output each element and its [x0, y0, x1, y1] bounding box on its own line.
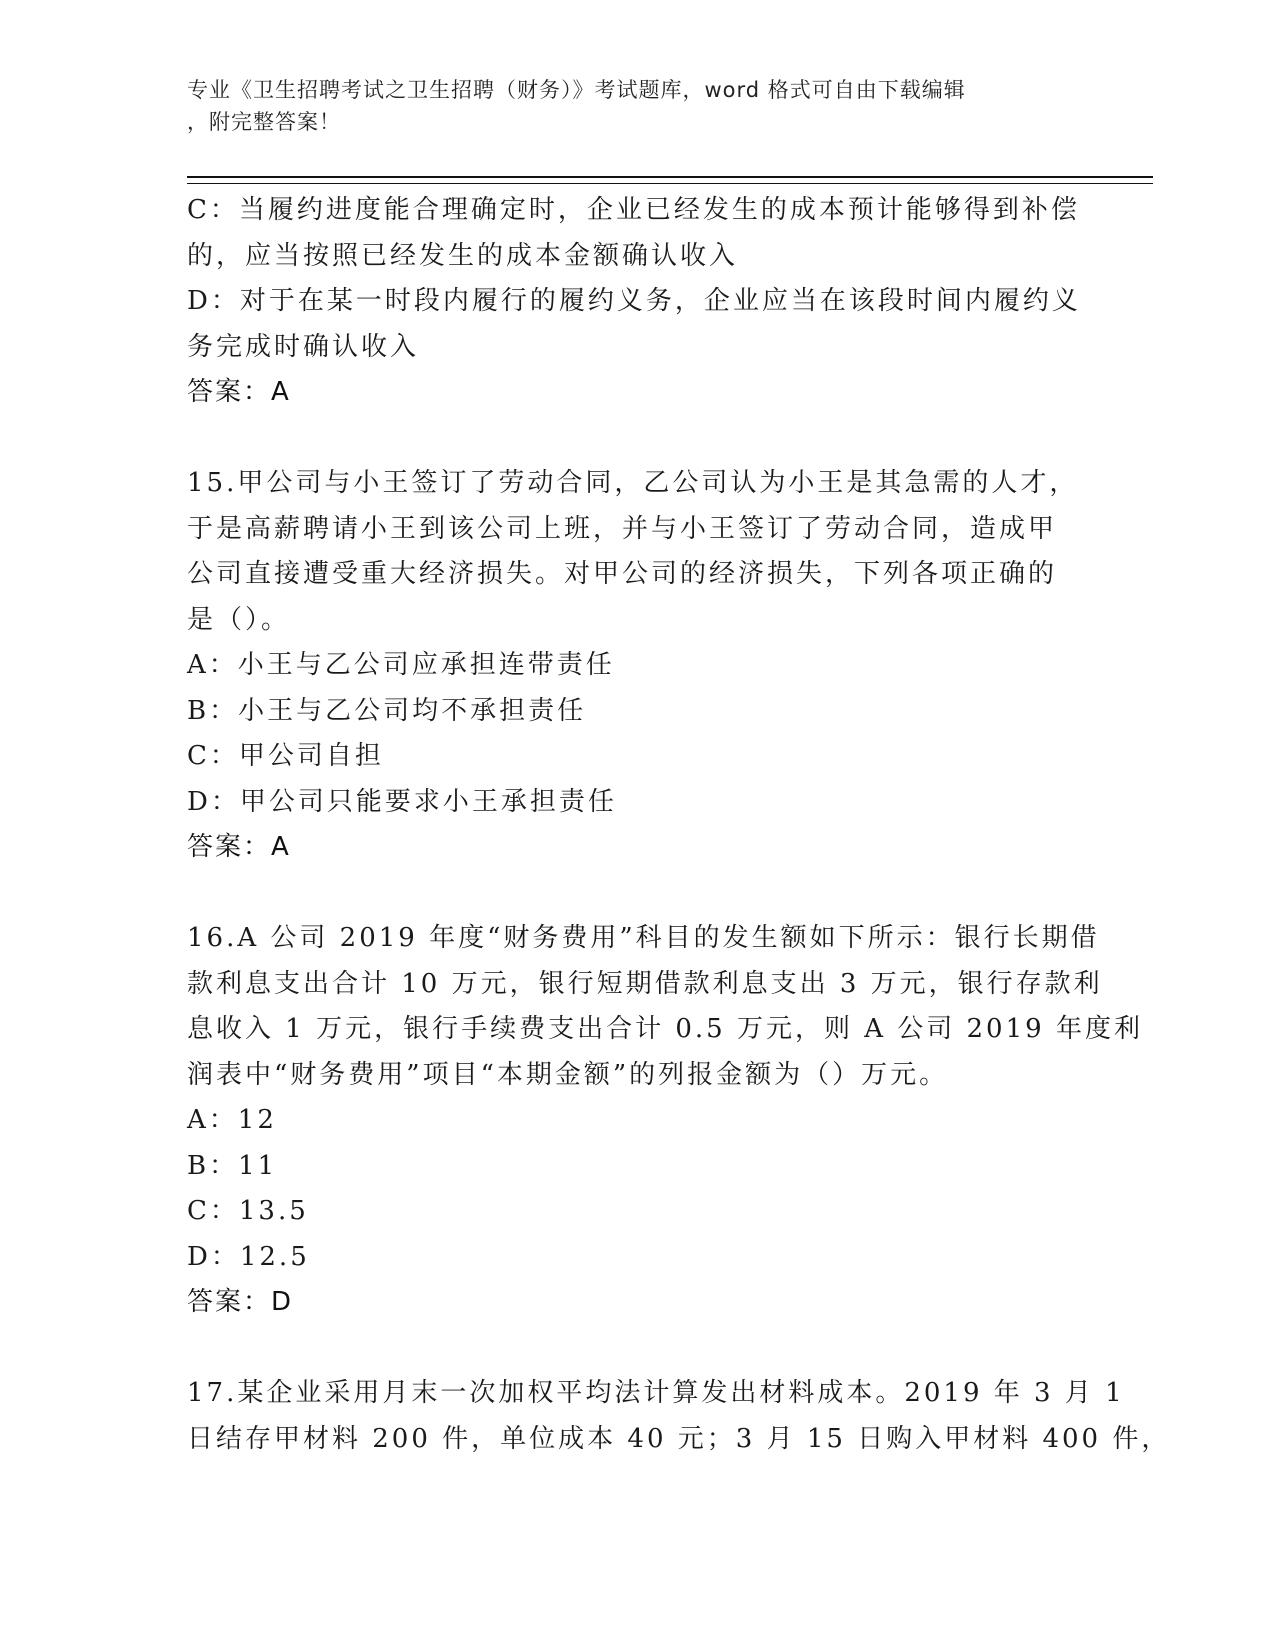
question-text-line-4: 是（）。	[187, 604, 291, 635]
answer-line: 答案：A	[187, 377, 291, 407]
question-15-block	[187, 461, 1087, 871]
spacer	[187, 1326, 1087, 1372]
question-text-line-3: 公司直接遭受重大经济损失。对甲公司的经济损失，下列各项正确的	[187, 559, 1058, 589]
question-text-line-4: 润表中“财务费用”项目“本期金额”的列报金额为（）万元。	[187, 1059, 949, 1090]
question-text-line-2: 日结存甲材料 200 件，单位成本 40 元；3 月 15 日购入甲材料 400 件，	[187, 1423, 1171, 1454]
option-c-line-2: 的，应当按照已经发生的成本金额确认收入	[187, 240, 739, 271]
question-text-line-2: 款利息支出合计 10 万元，银行短期借款利息支出 3 万元，银行存款利	[187, 968, 1103, 999]
option-d: D：12.5	[187, 1241, 310, 1272]
header-line-1: 专业《卫生招聘考试之卫生招聘（财务）》考试题库，word 格式可自由下载编辑	[187, 78, 966, 102]
question-text-line-1: 16.A 公司 2019 年度“财务费用”科目的发生额如下所示：银行长期借	[187, 923, 1100, 953]
option-b: B：小王与乙公司均不承担责任	[187, 695, 587, 726]
question-17-block	[187, 1371, 1171, 1462]
option-c: C：13.5	[187, 1196, 309, 1226]
question-text-line-1: 15.甲公司与小王签订了劳动合同，乙公司认为小王是其急需的人才，	[187, 468, 1079, 498]
spacer	[187, 871, 1087, 917]
header-rule-thick	[187, 176, 1153, 178]
spacer	[187, 416, 1087, 462]
option-a: A：小王与乙公司应承担连带责任	[187, 650, 615, 680]
question-text-line-2: 于是高薪聘请小王到该公司上班，并与小王签订了劳动合同，造成甲	[187, 513, 1058, 544]
document-header	[187, 74, 1067, 138]
answer-line: 答案：A	[187, 832, 291, 862]
option-d: D：甲公司只能要求小王承担责任	[187, 786, 617, 817]
question-text-line-3: 息收入 1 万元，银行手续费支出合计 0.5 万元，则 A 公司 2019 年度利	[187, 1014, 1143, 1044]
option-c: C：甲公司自担	[187, 741, 384, 771]
document-body	[187, 188, 1171, 1462]
question-text-line-1: 17.某企业采用月末一次加权平均法计算发出材料成本。2019 年 3 月 1	[187, 1378, 1125, 1408]
answer-line: 答案：D	[187, 1287, 294, 1317]
option-b: B：11	[187, 1150, 278, 1181]
option-c-line-1: C：当履约进度能合理确定时，企业已经发生的成本预计能够得到补偿	[187, 195, 1080, 225]
header-line-2: ，附完整答案！	[187, 110, 341, 134]
option-d-line-2: 务完成时确认收入	[187, 331, 420, 362]
option-d-line-1: D：对于在某一时段内履行的履约义务，企业应当在该段时间内履约义	[187, 286, 1081, 316]
option-a: A：12	[187, 1105, 277, 1135]
question-16-block	[187, 916, 1143, 1326]
header-rule-thin	[187, 183, 1153, 184]
prev-question-block	[187, 188, 1087, 416]
